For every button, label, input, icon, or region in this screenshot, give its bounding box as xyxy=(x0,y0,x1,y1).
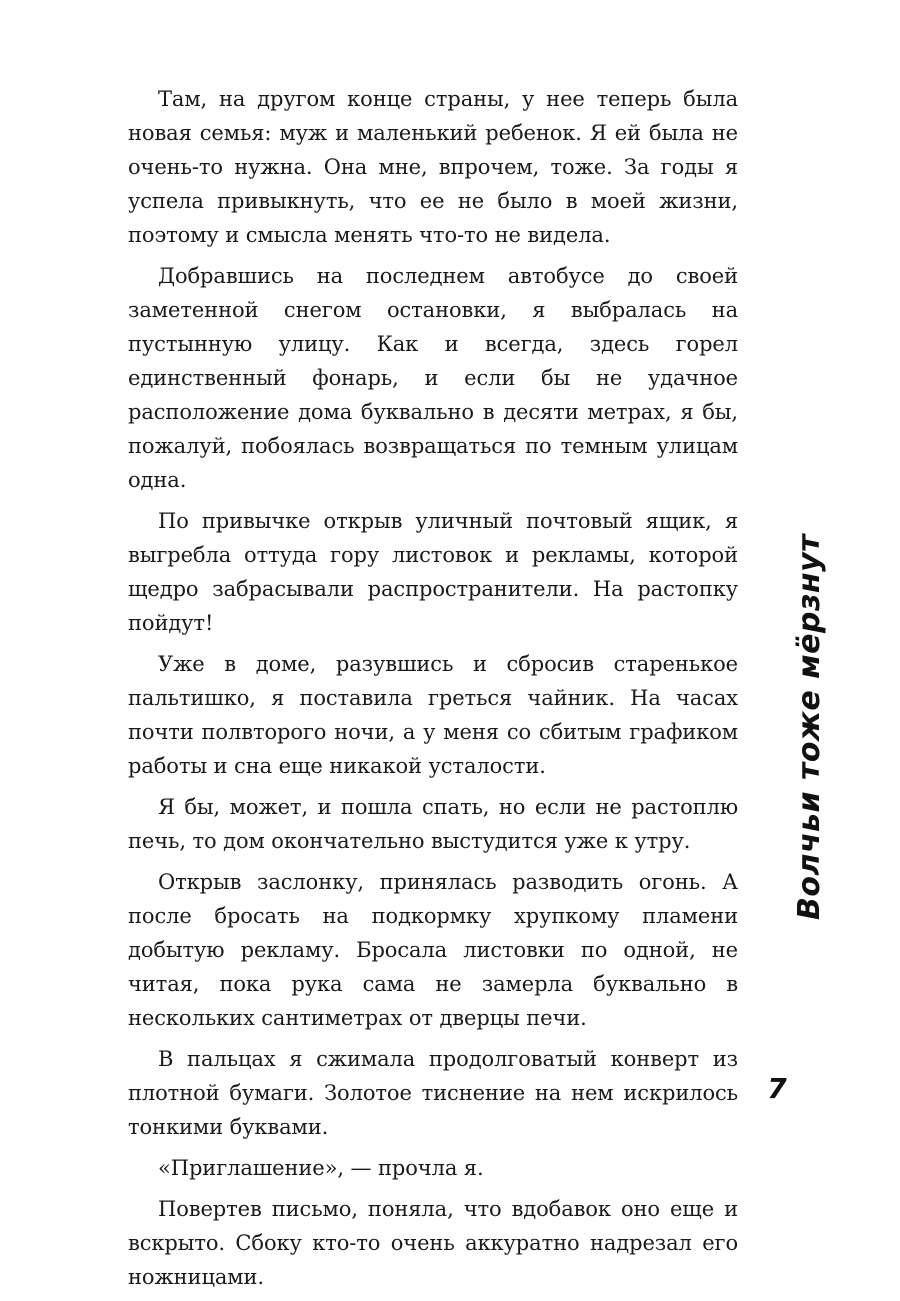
paragraph: Открыв заслонку, принялась разводить огонь. А после бросать на подкормку хрупкому пламени добытую рекламу. Бросала листовки по одной, не читая, пока рука сама не замерла буквально в нескольких сантиметрах от дверцы печи. xyxy=(128,870,738,1030)
paragraph: По привычке открыв уличный почтовый ящик, я выгребла оттуда гору листовок и рекламы, которой щедро забрасывали распространители. На растопку пойдут! xyxy=(128,509,738,635)
paragraph: Повертев письмо, поняла, что вдобавок оно еще и вскрыто. Сбоку кто-то очень аккуратно надрезал его ножницами. xyxy=(128,1197,738,1289)
paragraph: Уже в доме, разувшись и сбросив старенькое пальтишко, я поставила греться чайник. На часах почти полвторого ночи, а у меня со сбитым графиком работы и сна еще никакой усталости. xyxy=(128,652,738,778)
paragraph: Я бы, может, и пошла спать, но если не растоплю печь, то дом окончательно выстудится уже к утру. xyxy=(128,795,738,853)
paragraph: Добравшись на последнем автобусе до своей заметенной снегом остановки, я выбралась на пустынную улицу. Как и всегда, здесь горел единственный фонарь, и если бы не удачное расположение дома буквально в десяти метрах, я бы, пожалуй, побоялась возвращаться по темным улицам одна. xyxy=(128,264,738,492)
paragraph: В пальцах я сжимала продолговатый конверт из плотной бумаги. Золотое тиснение на нем искрилось тонкими буквами. xyxy=(128,1047,738,1139)
running-title: Волчьи тоже мёрзнут xyxy=(792,533,827,920)
paragraph: «Приглашение», — прочла я. xyxy=(158,1156,484,1180)
body-text xyxy=(128,82,738,1301)
paragraph: Там, на другом конце страны, у нее теперь была новая семья: муж и маленький ребенок. Я ей была не очень-то нужна. Она мне, впрочем, тоже. За годы я успела привыкнуть, что ее не было в моей жизни, поэтому и смысла менять что-то не видела. xyxy=(128,87,738,247)
page-number: 7 xyxy=(767,1072,787,1105)
